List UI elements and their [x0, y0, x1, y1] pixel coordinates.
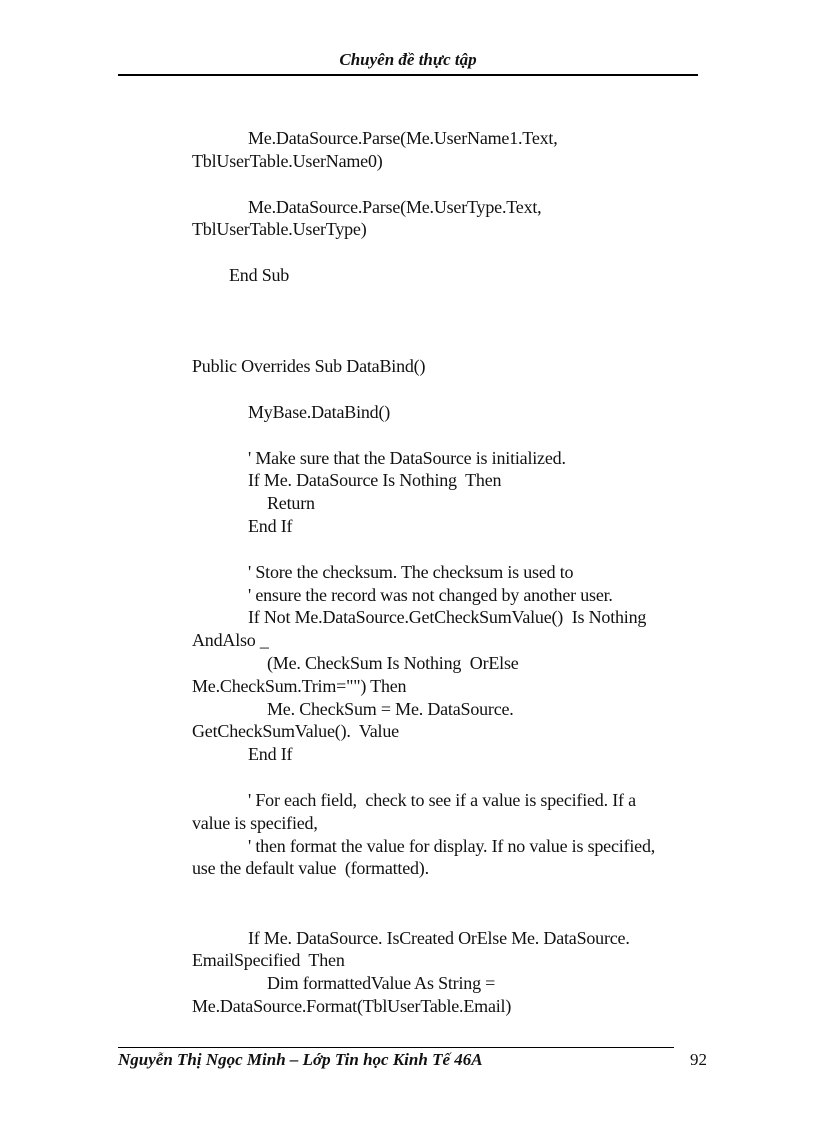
- code-line: Dim formattedValue As String =: [267, 973, 496, 993]
- code-comment: ' then format the value for display. If no value is specified,: [248, 836, 656, 856]
- code-line: If Me. DataSource Is Nothing Then: [248, 470, 502, 490]
- code-line: End Sub: [229, 265, 290, 285]
- code-line: TblUserTable.UserType): [192, 219, 367, 239]
- code-line: MyBase.DataBind(): [248, 402, 391, 422]
- code-comment: value is specified,: [192, 813, 318, 833]
- page-number: 92: [690, 1050, 707, 1069]
- code-line: (Me. CheckSum Is Nothing OrElse: [267, 653, 519, 673]
- footer-author: Nguyễn Thị Ngọc Minh – Lớp Tin học Kinh Tế 46A: [118, 1050, 483, 1069]
- code-line: If Me. DataSource. IsCreated OrElse Me. DataSource.: [248, 928, 630, 948]
- code-line: If Not Me.DataSource.GetCheckSumValue() Is Nothing: [248, 607, 647, 627]
- code-comment: ' ensure the record was not changed by another user.: [248, 585, 613, 605]
- code-line: Me.DataSource.Format(TblUserTable.Email): [192, 996, 512, 1016]
- code-line: Me.DataSource.Parse(Me.UserName1.Text,: [248, 128, 558, 148]
- code-line: GetCheckSumValue(). Value: [192, 721, 399, 741]
- code-line: Return: [267, 493, 315, 513]
- code-line: Me.CheckSum.Trim="") Then: [192, 676, 407, 696]
- code-comment: use the default value (formatted).: [192, 858, 429, 878]
- code-line: End If: [248, 744, 293, 764]
- code-line: Me.DataSource.Parse(Me.UserType.Text,: [248, 197, 542, 217]
- header-divider: [118, 74, 698, 76]
- code-line: Me. CheckSum = Me. DataSource.: [267, 699, 514, 719]
- code-line: End If: [248, 516, 293, 536]
- code-comment: ' Make sure that the DataSource is initialized.: [248, 448, 566, 468]
- code-comment: ' Store the checksum. The checksum is used to: [248, 562, 574, 582]
- code-line: AndAlso _: [192, 630, 269, 650]
- footer-divider: [118, 1047, 674, 1048]
- code-line: Public Overrides Sub DataBind(): [192, 356, 426, 376]
- code-line: TblUserTable.UserName0): [192, 151, 383, 171]
- code-line: EmailSpecified Then: [192, 950, 345, 970]
- code-comment: ' For each field, check to see if a value is specified. If a: [248, 790, 636, 810]
- page-header-title: Chuyên đề thực tập: [339, 50, 477, 69]
